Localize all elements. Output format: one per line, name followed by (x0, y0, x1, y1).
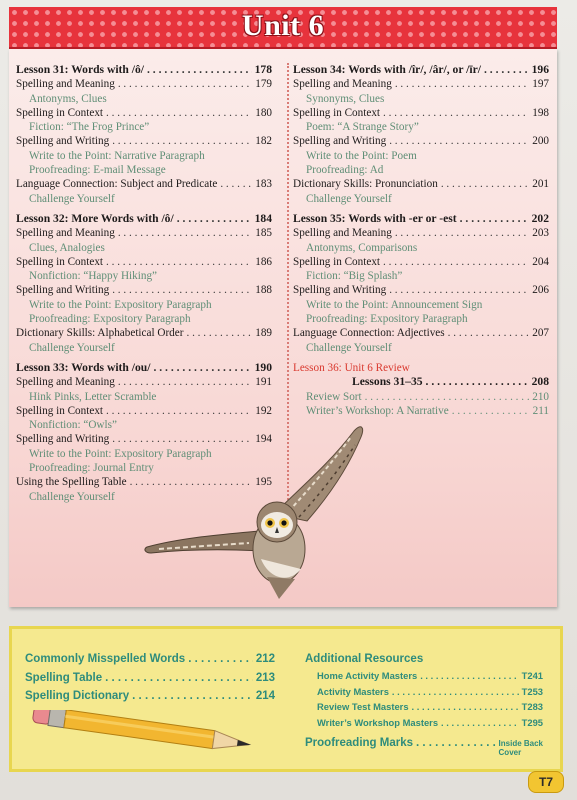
lesson-title-line (16, 212, 272, 226)
leader-dots (186, 326, 252, 340)
lesson-block (16, 63, 272, 206)
toc-entry-label: Spelling in Context (16, 106, 104, 119)
resources-right (305, 651, 543, 757)
leader-dots (112, 283, 252, 297)
lesson-title-line (16, 361, 272, 375)
toc-entry-page: 182 (255, 135, 272, 148)
toc-entry-page: 195 (255, 476, 272, 489)
leader-dots (147, 63, 252, 77)
toc-subentry: Fiction: “The Frog Prince” (29, 121, 150, 134)
toc-subentry: Challenge Yourself (29, 192, 115, 205)
lesson-title-line (16, 63, 272, 77)
leader-dots (106, 255, 252, 269)
proofreading-page-line1: Inside Back (498, 739, 543, 749)
review-item-page: 210 (532, 390, 549, 403)
leader-dots (441, 715, 519, 731)
toc-entry-label: Spelling and Writing (16, 284, 110, 297)
toc-subentry: Poem: “A Strange Story” (306, 121, 419, 134)
toc-subentry: Write to the Point: Expository Paragraph (29, 298, 212, 311)
leader-dots (420, 668, 518, 684)
toc-subentry: Proofreading: Journal Entry (29, 462, 154, 475)
leader-dots (220, 177, 252, 191)
resource-label: Home Activity Masters (317, 670, 418, 681)
review-item-label: Review Sort (306, 390, 362, 403)
lesson-title: Lesson 34: Words with /îr/, /âr/, or /īr/ (293, 63, 481, 76)
leader-dots (383, 106, 529, 120)
toc-entry-label: Spelling and Meaning (293, 227, 392, 240)
owl-icon (139, 419, 389, 599)
leader-dots (395, 77, 529, 91)
toc-entry (293, 326, 549, 340)
toc-subentry: Challenge Yourself (29, 490, 115, 503)
page-number: T7 (528, 771, 564, 793)
lesson-title: Lesson 31: Words with /ô/ (16, 63, 144, 76)
leader-dots (389, 283, 529, 297)
toc-subentry: Proofreading: Expository Paragraph (29, 313, 191, 326)
toc-entry-label: Spelling in Context (293, 106, 381, 119)
toc-entry-page: 192 (255, 404, 272, 417)
leader-dots (484, 63, 529, 77)
resource-label: Review Test Masters (317, 701, 409, 713)
leader-dots (460, 212, 529, 226)
leader-dots (188, 650, 253, 669)
resource-entry (25, 687, 275, 706)
resource-label: Writer’s Workshop Masters (317, 716, 439, 728)
unit-header (9, 7, 557, 49)
leader-dots (383, 255, 529, 269)
additional-resource-entry (305, 668, 543, 684)
pencil-icon (30, 710, 260, 754)
contents-panel (9, 49, 557, 607)
lesson-title-line (293, 63, 549, 77)
toc-entry-label: Language Connection: Subject and Predicate (16, 178, 218, 191)
toc-entry-page: 207 (532, 327, 549, 340)
toc-entry (293, 106, 549, 120)
review-lessons-line (293, 375, 549, 389)
toc-entry-page: 197 (532, 78, 549, 91)
toc-entry-label: Dictionary Skills: Alphabetical Order (16, 327, 184, 340)
toc-entry (16, 106, 272, 120)
resource-page: T241 (521, 670, 543, 681)
leader-dots (118, 77, 252, 91)
resource-page: 213 (255, 671, 275, 684)
toc-subentry: Synonyms, Clues (306, 92, 385, 105)
toc-entry-page: 183 (255, 178, 272, 191)
unit-review (293, 361, 549, 418)
toc-entry-page: 180 (255, 106, 272, 119)
toc-entry-label: Spelling and Meaning (16, 376, 115, 389)
additional-resource-entry (305, 699, 543, 715)
toc-entry (16, 283, 272, 297)
proofreading-marks-line (305, 734, 543, 757)
toc-entry-page: 203 (532, 227, 549, 240)
leader-dots (452, 404, 530, 418)
toc-subentry: Write to the Point: Expository Paragraph (29, 447, 212, 460)
leader-dots (132, 687, 253, 706)
lesson-page: 190 (254, 360, 272, 374)
toc-entry-label: Using the Spelling Table (16, 476, 127, 489)
leader-dots (112, 134, 252, 148)
toc-subentry: Write to the Point: Poem (306, 149, 417, 162)
toc-entry-label: Spelling and Writing (293, 135, 387, 148)
toc-entry (293, 226, 549, 240)
toc-entry (16, 326, 272, 340)
leader-dots (416, 734, 496, 753)
lesson-page: 178 (254, 63, 272, 76)
toc-subentry: Challenge Yourself (306, 192, 392, 205)
toc-subentry: Clues, Analogies (29, 241, 105, 254)
leader-dots (395, 226, 529, 240)
toc-entry-page: 201 (532, 178, 549, 191)
lesson-block (16, 212, 272, 355)
toc-entry-label: Spelling and Writing (293, 284, 387, 297)
toc-entry-page: 185 (255, 227, 272, 240)
toc-subentry: Fiction: “Big Splash” (306, 270, 403, 283)
toc-entry-page: 179 (255, 78, 272, 91)
leader-dots (106, 404, 252, 418)
leader-dots (426, 375, 529, 389)
resource-page: 212 (255, 653, 275, 665)
resource-label: Spelling Dictionary (25, 690, 130, 702)
review-item-label: Writer’s Workshop: A Narrative (306, 404, 449, 417)
toc-subentry: Challenge Yourself (29, 341, 115, 354)
toc-entry-page: 191 (255, 376, 272, 389)
toc-entry-page: 204 (532, 255, 549, 268)
resource-label: Commonly Misspelled Words (25, 653, 186, 665)
right-column (293, 63, 549, 424)
lesson-title: Lesson 35: Words with -er or -est (293, 211, 457, 225)
resource-entry (25, 650, 275, 669)
toc-entry-label: Spelling in Context (16, 404, 104, 417)
toc-entry (293, 177, 549, 191)
resource-page: T295 (521, 716, 543, 728)
lesson-title: Lesson 32: More Words with /ô/ (16, 211, 174, 225)
toc-entry-page: 194 (255, 433, 272, 446)
lesson-block (293, 212, 549, 355)
toc-entry-page: 206 (532, 284, 549, 297)
additional-resource-entry (305, 684, 543, 700)
toc-entry (293, 134, 549, 148)
leader-dots (389, 134, 529, 148)
resource-label: Spelling Table (25, 671, 103, 684)
proofreading-page-line2: Cover (498, 748, 522, 758)
toc-entry (16, 77, 272, 91)
leader-dots (105, 669, 253, 688)
toc-subentry: Proofreading: Ad (306, 164, 384, 177)
toc-entry (16, 226, 272, 240)
toc-entry (16, 404, 272, 418)
unit-title: Unit 6 (241, 9, 325, 42)
toc-entry-label: Spelling and Meaning (293, 78, 392, 91)
toc-entry (293, 255, 549, 269)
toc-entry-label: Language Connection: Adjectives (293, 327, 445, 340)
leader-dots (441, 177, 529, 191)
leader-dots (392, 684, 519, 700)
leader-dots (153, 361, 251, 375)
toc-entry-label: Spelling and Writing (16, 433, 110, 446)
lesson-page: 196 (531, 63, 549, 76)
toc-entry (16, 134, 272, 148)
review-lessons-label: Lessons 31–35 (352, 375, 423, 389)
leader-dots (448, 326, 530, 340)
toc-entry-page: 200 (532, 135, 549, 148)
toc-entry-label: Spelling and Writing (16, 135, 110, 148)
toc-entry-page: 189 (255, 327, 272, 340)
additional-resources-heading: Additional Resources (305, 653, 424, 665)
review-title: Lesson 36: Unit 6 Review (293, 361, 410, 374)
toc-entry (293, 283, 549, 297)
resource-entry (25, 669, 275, 688)
toc-subentry: Proofreading: E-mail Message (29, 164, 166, 177)
toc-subentry: Hink Pinks, Letter Scramble (29, 390, 157, 403)
lesson-page: 202 (531, 211, 549, 225)
toc-entry-page: 198 (532, 106, 549, 119)
toc-entry-label: Spelling in Context (293, 255, 381, 268)
toc-entry-page: 186 (255, 255, 272, 268)
toc-subentry: Nonfiction: “Owls” (29, 419, 117, 432)
leader-dots (106, 106, 252, 120)
toc-entry-label: Dictionary Skills: Pronunciation (293, 178, 438, 191)
lesson-title: Lesson 33: Words with /ou/ (16, 360, 151, 374)
lesson-block (293, 63, 549, 206)
toc-subentry: Antonyms, Comparisons (306, 241, 418, 254)
toc-entry-label: Spelling and Meaning (16, 227, 115, 240)
toc-entry (16, 375, 272, 389)
proofreading-page (499, 739, 543, 757)
review-item-page: 211 (532, 404, 549, 417)
lesson-page: 184 (254, 211, 272, 225)
lesson-title-line (293, 212, 549, 226)
toc-entry-label: Spelling in Context (16, 255, 104, 268)
additional-resource-entry (305, 715, 543, 731)
toc-entry (16, 177, 272, 191)
toc-entry (293, 77, 549, 91)
resource-page: T283 (521, 701, 543, 713)
toc-entry-label: Spelling and Meaning (16, 78, 115, 91)
leader-dots (177, 212, 252, 226)
toc-subentry: Write to the Point: Narrative Paragraph (29, 149, 205, 162)
toc-entry-page: 188 (255, 284, 272, 297)
leader-dots (118, 226, 252, 240)
review-item (293, 390, 549, 404)
resource-page: 214 (255, 690, 275, 702)
leader-dots (365, 390, 530, 404)
leader-dots (412, 699, 519, 715)
toc-subentry: Nonfiction: “Happy Hiking” (29, 270, 158, 283)
resources-left (25, 650, 275, 706)
review-lessons-page: 208 (531, 375, 549, 389)
resource-page: T253 (521, 685, 543, 697)
review-item (293, 404, 549, 418)
toc-entry (16, 255, 272, 269)
proofreading-label: Proofreading Marks (305, 737, 413, 750)
resource-label: Activity Masters (317, 685, 389, 697)
toc-subentry: Write to the Point: Announcement Sign (306, 298, 483, 311)
toc-subentry: Proofreading: Expository Paragraph (306, 313, 468, 326)
toc-subentry: Antonyms, Clues (29, 92, 107, 105)
toc-subentry: Challenge Yourself (306, 341, 392, 354)
leader-dots (118, 375, 252, 389)
